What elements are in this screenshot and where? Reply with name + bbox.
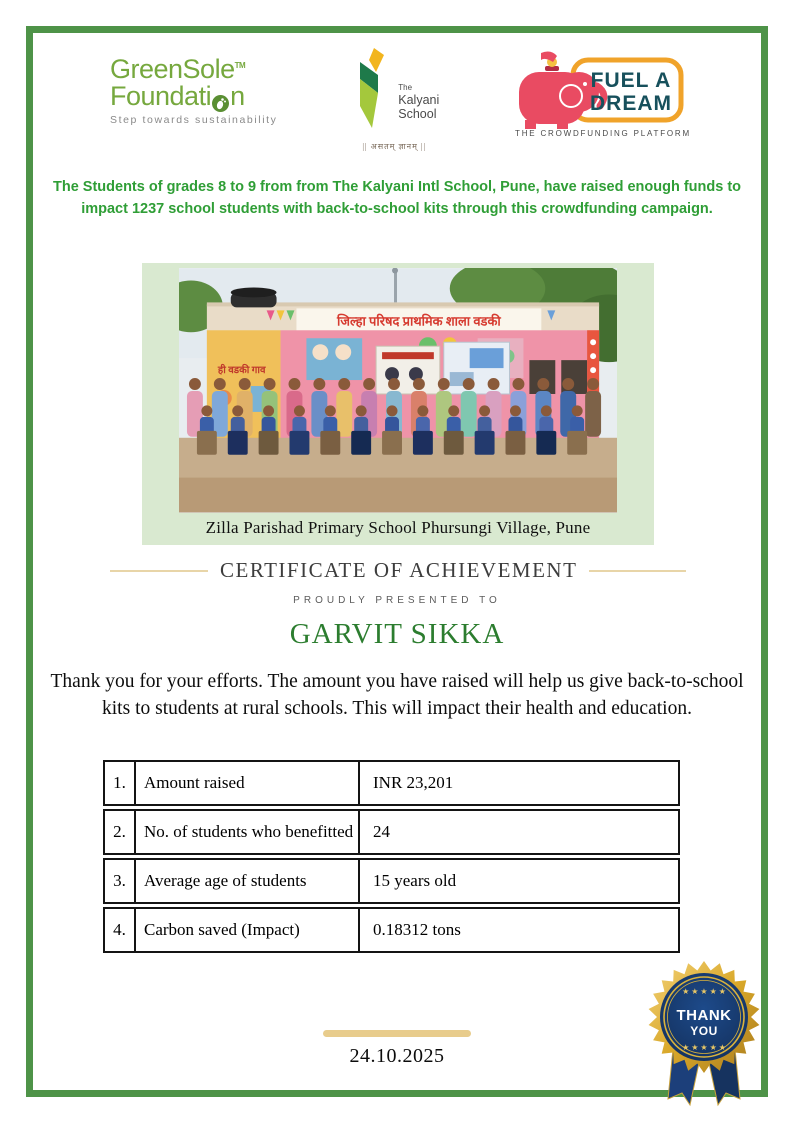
row-number: 2.: [105, 811, 136, 853]
row-value: 24: [373, 822, 390, 841]
table-row: [103, 760, 680, 806]
campaign-statement: The Students of grades 8 to 9 from from The Kalyani Intl School, Pune, have raised enough funds to impact 1237 school students with back-to-school kits through this crowdfunding campaign.: [52, 179, 742, 218]
impact-table: [103, 760, 680, 953]
row-number: 1.: [105, 762, 136, 804]
heading-rule-left: [110, 570, 208, 572]
foundation-wordmark-right: n: [230, 81, 245, 111]
certificate-heading-row: [110, 558, 686, 583]
badge-line1: THANK: [676, 1007, 732, 1024]
wall-text: ही वडकी गाव: [217, 365, 266, 377]
date-rule: [323, 1030, 471, 1037]
row-value: 0.18312 tons: [373, 920, 461, 939]
logos-row: [110, 48, 689, 153]
greensole-tagline: Step towards sustainability: [110, 114, 278, 126]
kalyani-name2: School: [398, 106, 437, 121]
greensole-foundation-logo: [110, 48, 278, 126]
heading-rule-right: [589, 570, 686, 572]
school-group-photo: [179, 268, 617, 513]
row-label: Carbon saved (Impact): [136, 909, 360, 951]
stars-top: ★ ★ ★ ★ ★: [682, 987, 726, 996]
school-banner-text: जिल्हा परिषद प्राथमिक शाला वडकी: [337, 313, 501, 329]
kalyani-name1: Kalyani: [398, 92, 440, 107]
table-row: [103, 907, 680, 953]
presented-to-label: PROUDLY PRESENTED TO: [293, 595, 501, 606]
kalyani-leaf-icon: [349, 48, 391, 135]
greensole-wordmark: GreenSole: [110, 54, 235, 84]
fueladream-title-1: FUEL A: [590, 69, 672, 92]
fueladream-tagline: THE CROWDFUNDING PLATFORM: [515, 129, 689, 138]
row-label: No. of students who benefitted: [136, 811, 360, 853]
foundation-wordmark-left: Foundati: [110, 81, 212, 111]
stars-bottom: ★ ★ ★ ★ ★: [682, 1043, 726, 1052]
thank-you-message: Thank you for your efforts. The amount you have raised will help us give back-to-school kits to students at rural schools. This will impact their health and education.: [50, 671, 744, 720]
kalyani-the: The: [398, 83, 413, 93]
row-number: 4.: [105, 909, 136, 951]
recipient-name: GARVIT SIKKA: [289, 618, 505, 650]
table-row: [103, 809, 680, 855]
row-value: INR 23,201: [373, 773, 454, 792]
thank-you-badge: [642, 953, 766, 1109]
kalyani-school-logo: [349, 48, 439, 152]
kalyani-motto: || असतम् ज्ञानम् ||: [362, 142, 427, 151]
photo-caption: Zilla Parishad Primary School Phursungi Village, Pune: [205, 518, 591, 537]
trademark-symbol: TM: [234, 61, 246, 70]
row-label: Average age of students: [136, 860, 360, 902]
footprint-globe-icon: [212, 90, 229, 107]
fuel-a-dream-logo: [511, 48, 689, 150]
badge-line2: YOU: [690, 1024, 718, 1038]
certificate-date: 24.10.2025: [349, 1045, 445, 1067]
certificate-heading: CERTIFICATE OF ACHIEVEMENT: [220, 558, 578, 582]
fueladream-title-2: DREAM: [589, 92, 672, 115]
table-row: [103, 858, 680, 904]
row-number: 3.: [105, 860, 136, 902]
photo-frame: [142, 263, 654, 545]
row-label: Amount raised: [136, 762, 360, 804]
row-value: 15 years old: [373, 871, 457, 890]
